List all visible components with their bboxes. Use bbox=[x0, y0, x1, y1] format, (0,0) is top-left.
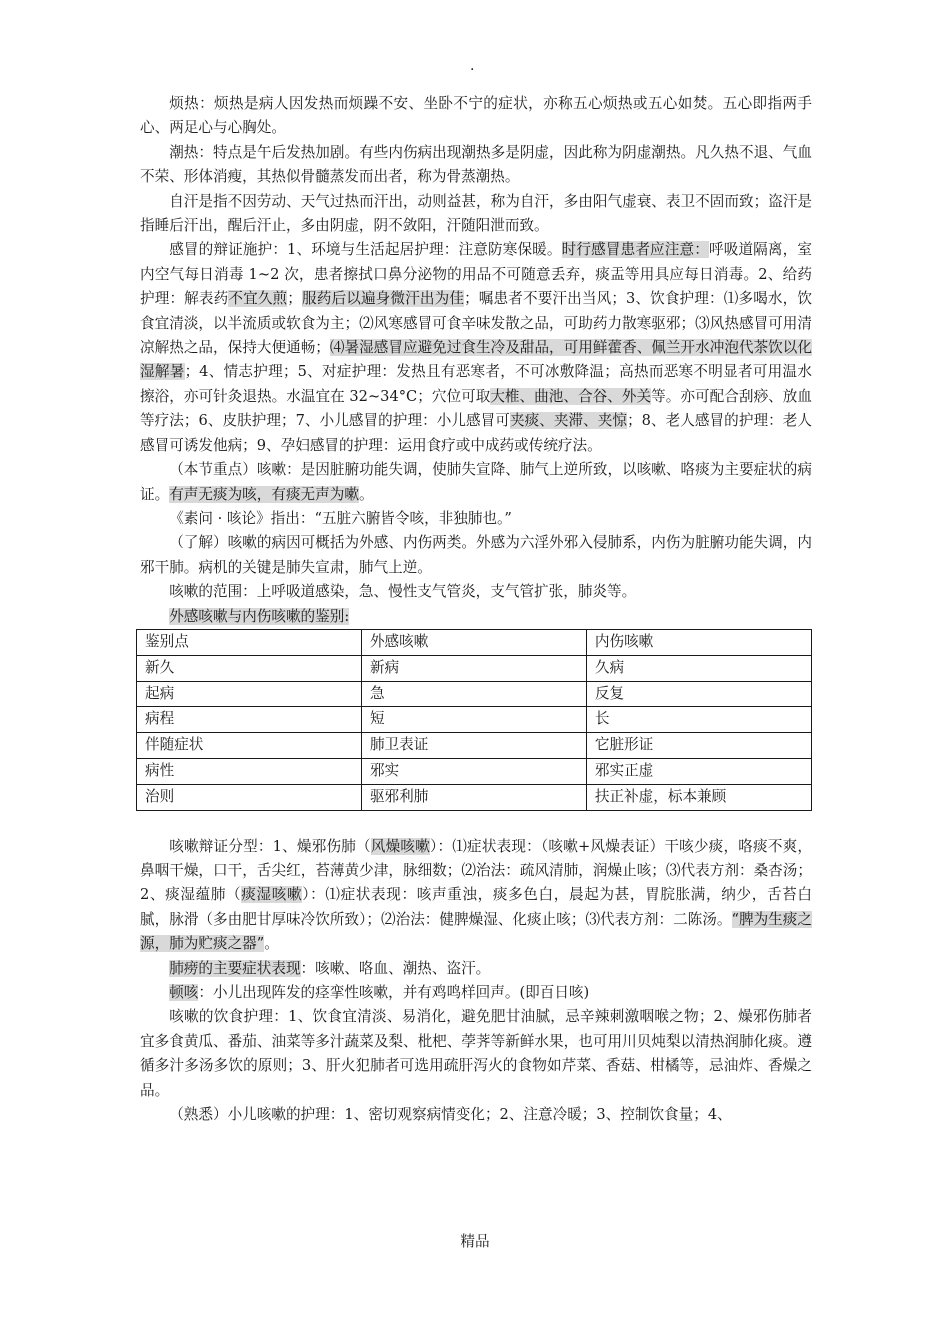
table-row bbox=[137, 784, 812, 810]
text-run: 等。亦可配合刮痧、放血等疗法；6、皮肤护理；7、小儿感冒的护理：小儿感冒可 bbox=[140, 387, 812, 430]
text-run: ； bbox=[287, 290, 302, 308]
table-cell: 病程 bbox=[137, 707, 362, 733]
table-cell: 邪实 bbox=[361, 758, 586, 784]
paragraph-xiaoer: （熟悉）小儿咳嗽的护理：1、密切观察病情变化；2、注意冷暖；3、控制饮食量；4、 bbox=[169, 1105, 732, 1123]
table-cell: 伴随症状 bbox=[137, 733, 362, 759]
text-run: 呼吸道隔离，室内空气每日消毒 1~2 次，患者擦拭口鼻分泌物的用品不可随意丢弃，痰盂等用具应每日消毒。2、给药护理：解表药 bbox=[140, 241, 812, 308]
table-row bbox=[137, 758, 812, 784]
table-cell: 反复 bbox=[586, 681, 811, 707]
text-run: 感冒的辩证施护：1、环境与生活起居护理：注意防寒保暖。 bbox=[169, 241, 562, 259]
paragraph-fanwei: 咳嗽的范围：上呼吸道感染，急、慢性支气管炎，支气管扩张，肺炎等。 bbox=[169, 583, 637, 601]
table-cell: 病性 bbox=[137, 758, 362, 784]
highlight-text: 风燥咳嗽 bbox=[370, 837, 430, 855]
table-cell: 新病 bbox=[361, 655, 586, 681]
table-cell: 鉴别点 bbox=[137, 629, 362, 655]
text-run: 咳嗽辩证分型：1、燥邪伤肺（ bbox=[169, 837, 371, 855]
highlight-text: 肺痨的主要症状表现 bbox=[169, 959, 301, 977]
table-cell: 外感咳嗽 bbox=[361, 629, 586, 655]
highlight-text: 不宜久煎 bbox=[228, 290, 288, 308]
table-row bbox=[137, 707, 812, 733]
table-caption bbox=[140, 605, 812, 629]
table-cell: 久病 bbox=[586, 655, 811, 681]
paragraph-chaore: 潮热：特点是午后发热加剧。有些内伤病出现潮热多是阴虚，因此称为阴虚潮热。凡久热不退、气血不荣、形体消瘦，其热似骨髓蒸发而出者，称为骨蒸潮热。 bbox=[140, 143, 812, 186]
text-run: ）：⑴症状表现：（咳嗽+风燥表证）干咳少痰，咯痰不爽，鼻咽干燥，口干，舌尖红，苔薄黄少津，脉细数；⑵治法：疏风清肺，润燥止咳；⑶代表方剂：桑杏汤；2、痰湿蕴肺（ bbox=[140, 837, 812, 904]
paragraph-bingyin: （了解）咳嗽的病因可概括为外感、内伤两类。外感为六淫外邪入侵肺系，内伤为脏腑功能失调，内邪干肺。病机的关键是肺失宣肃，肺气上逆。 bbox=[140, 534, 812, 576]
table-cell: 起病 bbox=[137, 681, 362, 707]
comparison-table bbox=[136, 629, 812, 811]
table-cell: 新久 bbox=[137, 655, 362, 681]
highlight-text: 有声无痰为咳，有痰无声为嗽 bbox=[169, 485, 359, 503]
table-row bbox=[137, 655, 812, 681]
footer-text: 精品 bbox=[460, 1233, 490, 1250]
highlight-text: 夹痰、夹滞、夹惊 bbox=[509, 412, 628, 430]
table-row bbox=[137, 733, 812, 759]
text-run: ；8、老人感冒的护理：老人感冒可诱发他病；9、孕妇感冒的护理：运用食疗或中成药或传统疗法。 bbox=[140, 412, 812, 454]
paragraph-dunke bbox=[140, 981, 812, 1005]
table-cell: 它脏形证 bbox=[586, 733, 811, 759]
table-cell: 急 bbox=[361, 681, 586, 707]
paragraph-zihan: 自汗是指不因劳动、天气过热而汗出，动则益甚，称为自汗，多由阳气虚衰、表卫不固而致；盗汗是指睡后汗出，醒后汗止，多由阴虚，阴不敛阳，汗随阳泄而致。 bbox=[140, 192, 812, 235]
highlight-text: 大椎、曲池、合谷、外关 bbox=[490, 387, 652, 405]
highlight-text: “脾为生痰之源，肺为贮痰之器” bbox=[140, 910, 812, 953]
text-run: ：小儿出现阵发的痉挛性咳嗽，并有鸡鸣样回声。(即百日咳) bbox=[198, 983, 590, 1001]
paragraph-suwen: 《素问 · 咳论》指出：“五脏六腑皆令咳，非独肺也。” bbox=[169, 509, 512, 527]
paragraph-fanre: 烦热：烦热是病人因发热而烦躁不安、坐卧不宁的症状，亦称五心烦热或五心如焚。五心即指两手心、两足心与心胸处。 bbox=[140, 95, 812, 137]
paragraph-bianzheng bbox=[140, 835, 812, 957]
text-run: 。 bbox=[264, 935, 279, 953]
paragraph-yinshi: 咳嗽的饮食护理：1、饮食宜清淡、易消化，避免肥甘油腻，忌辛辣刺激咽喉之物；2、燥邪伤肺者宜多食黄瓜、番茄、油菜等多汁蔬菜及梨、枇杷、荸荠等新鲜水果，也可用川贝炖梨以清热润肺化痰。遵循多汁多汤多饮的原则；3、肝火犯肺者可选用疏肝泻火的食物如芹菜、香菇、柑橘等，忌油炸、香燥之品。 bbox=[140, 1008, 812, 1099]
spacer bbox=[140, 811, 812, 835]
highlight-text: 外感咳嗽与内伤咳嗽的鉴别: bbox=[169, 607, 350, 625]
table-cell: 驱邪利肺 bbox=[361, 784, 586, 810]
text-run: ；4、情志护理；5、对症护理：发热且有恶寒者，不可冰敷降温；高热而恶寒不明显者可用温水擦浴，亦可针灸退热。水温宜在 32~34°C；穴位可取 bbox=[140, 363, 812, 405]
paragraph-feilao bbox=[140, 957, 812, 981]
table-cell: 内伤咳嗽 bbox=[586, 629, 811, 655]
text-run: 。 bbox=[358, 485, 374, 503]
table-cell: 短 bbox=[361, 707, 586, 733]
text-run: ）：⑴症状表现：咳声重浊，痰多色白，晨起为甚，胃脘胀满，纳少，舌苔白腻，脉滑（多由肥甘厚味冷饮所致）；⑵治法：健脾燥湿、化痰止咳；⑶代表方剂：二陈汤。 bbox=[140, 886, 812, 928]
highlight-text: 时行感冒患者应注意： bbox=[561, 241, 709, 259]
table-cell: 治则 bbox=[137, 784, 362, 810]
table-row bbox=[137, 681, 812, 707]
table-cell: 长 bbox=[586, 707, 811, 733]
table-row bbox=[137, 629, 812, 655]
highlight-text: ⑷暑湿感冒应避免过食生冷及甜品，可用鲜藿香、佩兰开水冲泡代茶饮以化湿解暑 bbox=[140, 339, 812, 381]
text-run: （本节重点）咳嗽：是因脏腑功能失调，使肺失宣降、肺气上逆所致，以咳嗽、咯痰为主要症状的病证。 bbox=[140, 461, 812, 503]
document-body bbox=[140, 92, 812, 1127]
paragraph-kesou-def bbox=[140, 458, 812, 507]
highlight-text: 顿咳 bbox=[169, 983, 199, 1001]
highlight-text: 痰湿咳嗽 bbox=[241, 886, 303, 904]
paragraph-ganmao bbox=[140, 238, 812, 458]
text-run: ；嘱患者不要汗出当风；3、饮食护理：⑴多喝水，饮食宜清淡，以半流质或软食为主；⑵风寒感冒可食辛味发散之品，可助药力散寒驱邪；⑶风热感冒可用清凉解热之品，保持大便通畅； bbox=[140, 290, 812, 357]
table-cell: 肺卫表证 bbox=[361, 733, 586, 759]
table-cell: 扶正补虚，标本兼顾 bbox=[586, 784, 811, 810]
highlight-text: 服药后以遍身微汗出为佳 bbox=[301, 290, 465, 308]
table-cell: 邪实正虚 bbox=[586, 758, 811, 784]
header-dot: . bbox=[470, 58, 475, 74]
text-run: ：咳嗽、咯血、潮热、盗汗。 bbox=[300, 959, 491, 977]
